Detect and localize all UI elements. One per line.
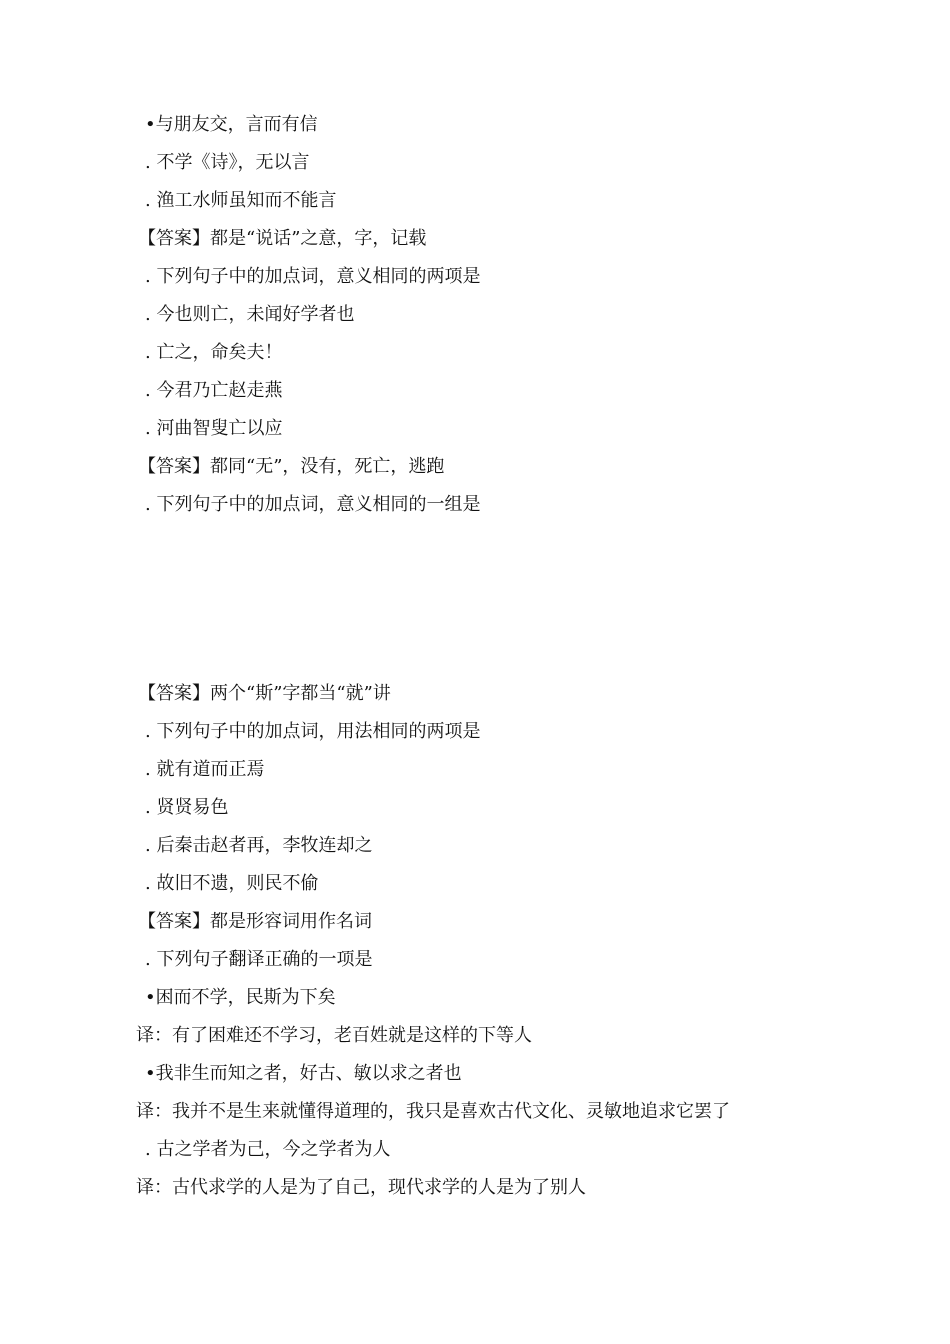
answer-line: 【答案】都是“说话”之意，字，记载 xyxy=(138,228,427,249)
text-line: . 今君乃亡赵走燕 xyxy=(145,380,283,401)
text-line: . 就有道而正焉 xyxy=(145,759,265,780)
translation-line: 译：有了困难还不学习，老百姓就是这样的下等人 xyxy=(136,1025,532,1046)
translation-line: 译：我并不是生来就懂得道理的，我只是喜欢古代文化、灵敏地追求它罢了 xyxy=(136,1101,730,1122)
text-line: . 今也则亡，未闻好学者也 xyxy=(145,304,355,325)
question-line: . 下列句子中的加点词，用法相同的两项是 xyxy=(145,721,481,742)
answer-line: 【答案】两个“斯”字都当“就”讲 xyxy=(138,683,391,704)
question-block-1 xyxy=(0,110,950,528)
text-line: •我非生而知之者，好古、敏以求之者也 xyxy=(145,1063,462,1084)
text-line: . 贤贤易色 xyxy=(145,797,229,818)
text-line: •与朋友交，言而有信 xyxy=(145,114,318,135)
text-line: . 不学《诗》，无以言 xyxy=(145,152,310,173)
question-line: . 下列句子中的加点词，意义相同的一组是 xyxy=(145,494,481,515)
question-line: . 下列句子翻译正确的一项是 xyxy=(145,949,373,970)
answer-line: 【答案】都同“无”，没有，死亡，逃跑 xyxy=(138,456,445,477)
text-line: •困而不学，民斯为下矣 xyxy=(145,987,336,1008)
text-line: . 古之学者为己，今之学者为人 xyxy=(145,1139,391,1160)
text-line: . 后秦击赵者再，李牧连却之 xyxy=(145,835,373,856)
translation-line: 译：古代求学的人是为了自己，现代求学的人是为了别人 xyxy=(136,1177,586,1198)
text-line: . 渔工水师虽知而不能言 xyxy=(145,190,337,211)
question-line: . 下列句子中的加点词，意义相同的两项是 xyxy=(145,266,481,287)
question-block-2 xyxy=(0,679,950,1211)
text-line: . 河曲智叟亡以应 xyxy=(145,418,283,439)
text-line: . 故旧不遗，则民不偷 xyxy=(145,873,319,894)
text-line: . 亡之，命矣夫！ xyxy=(145,342,283,363)
answer-line: 【答案】都是形容词用作名词 xyxy=(138,911,372,932)
